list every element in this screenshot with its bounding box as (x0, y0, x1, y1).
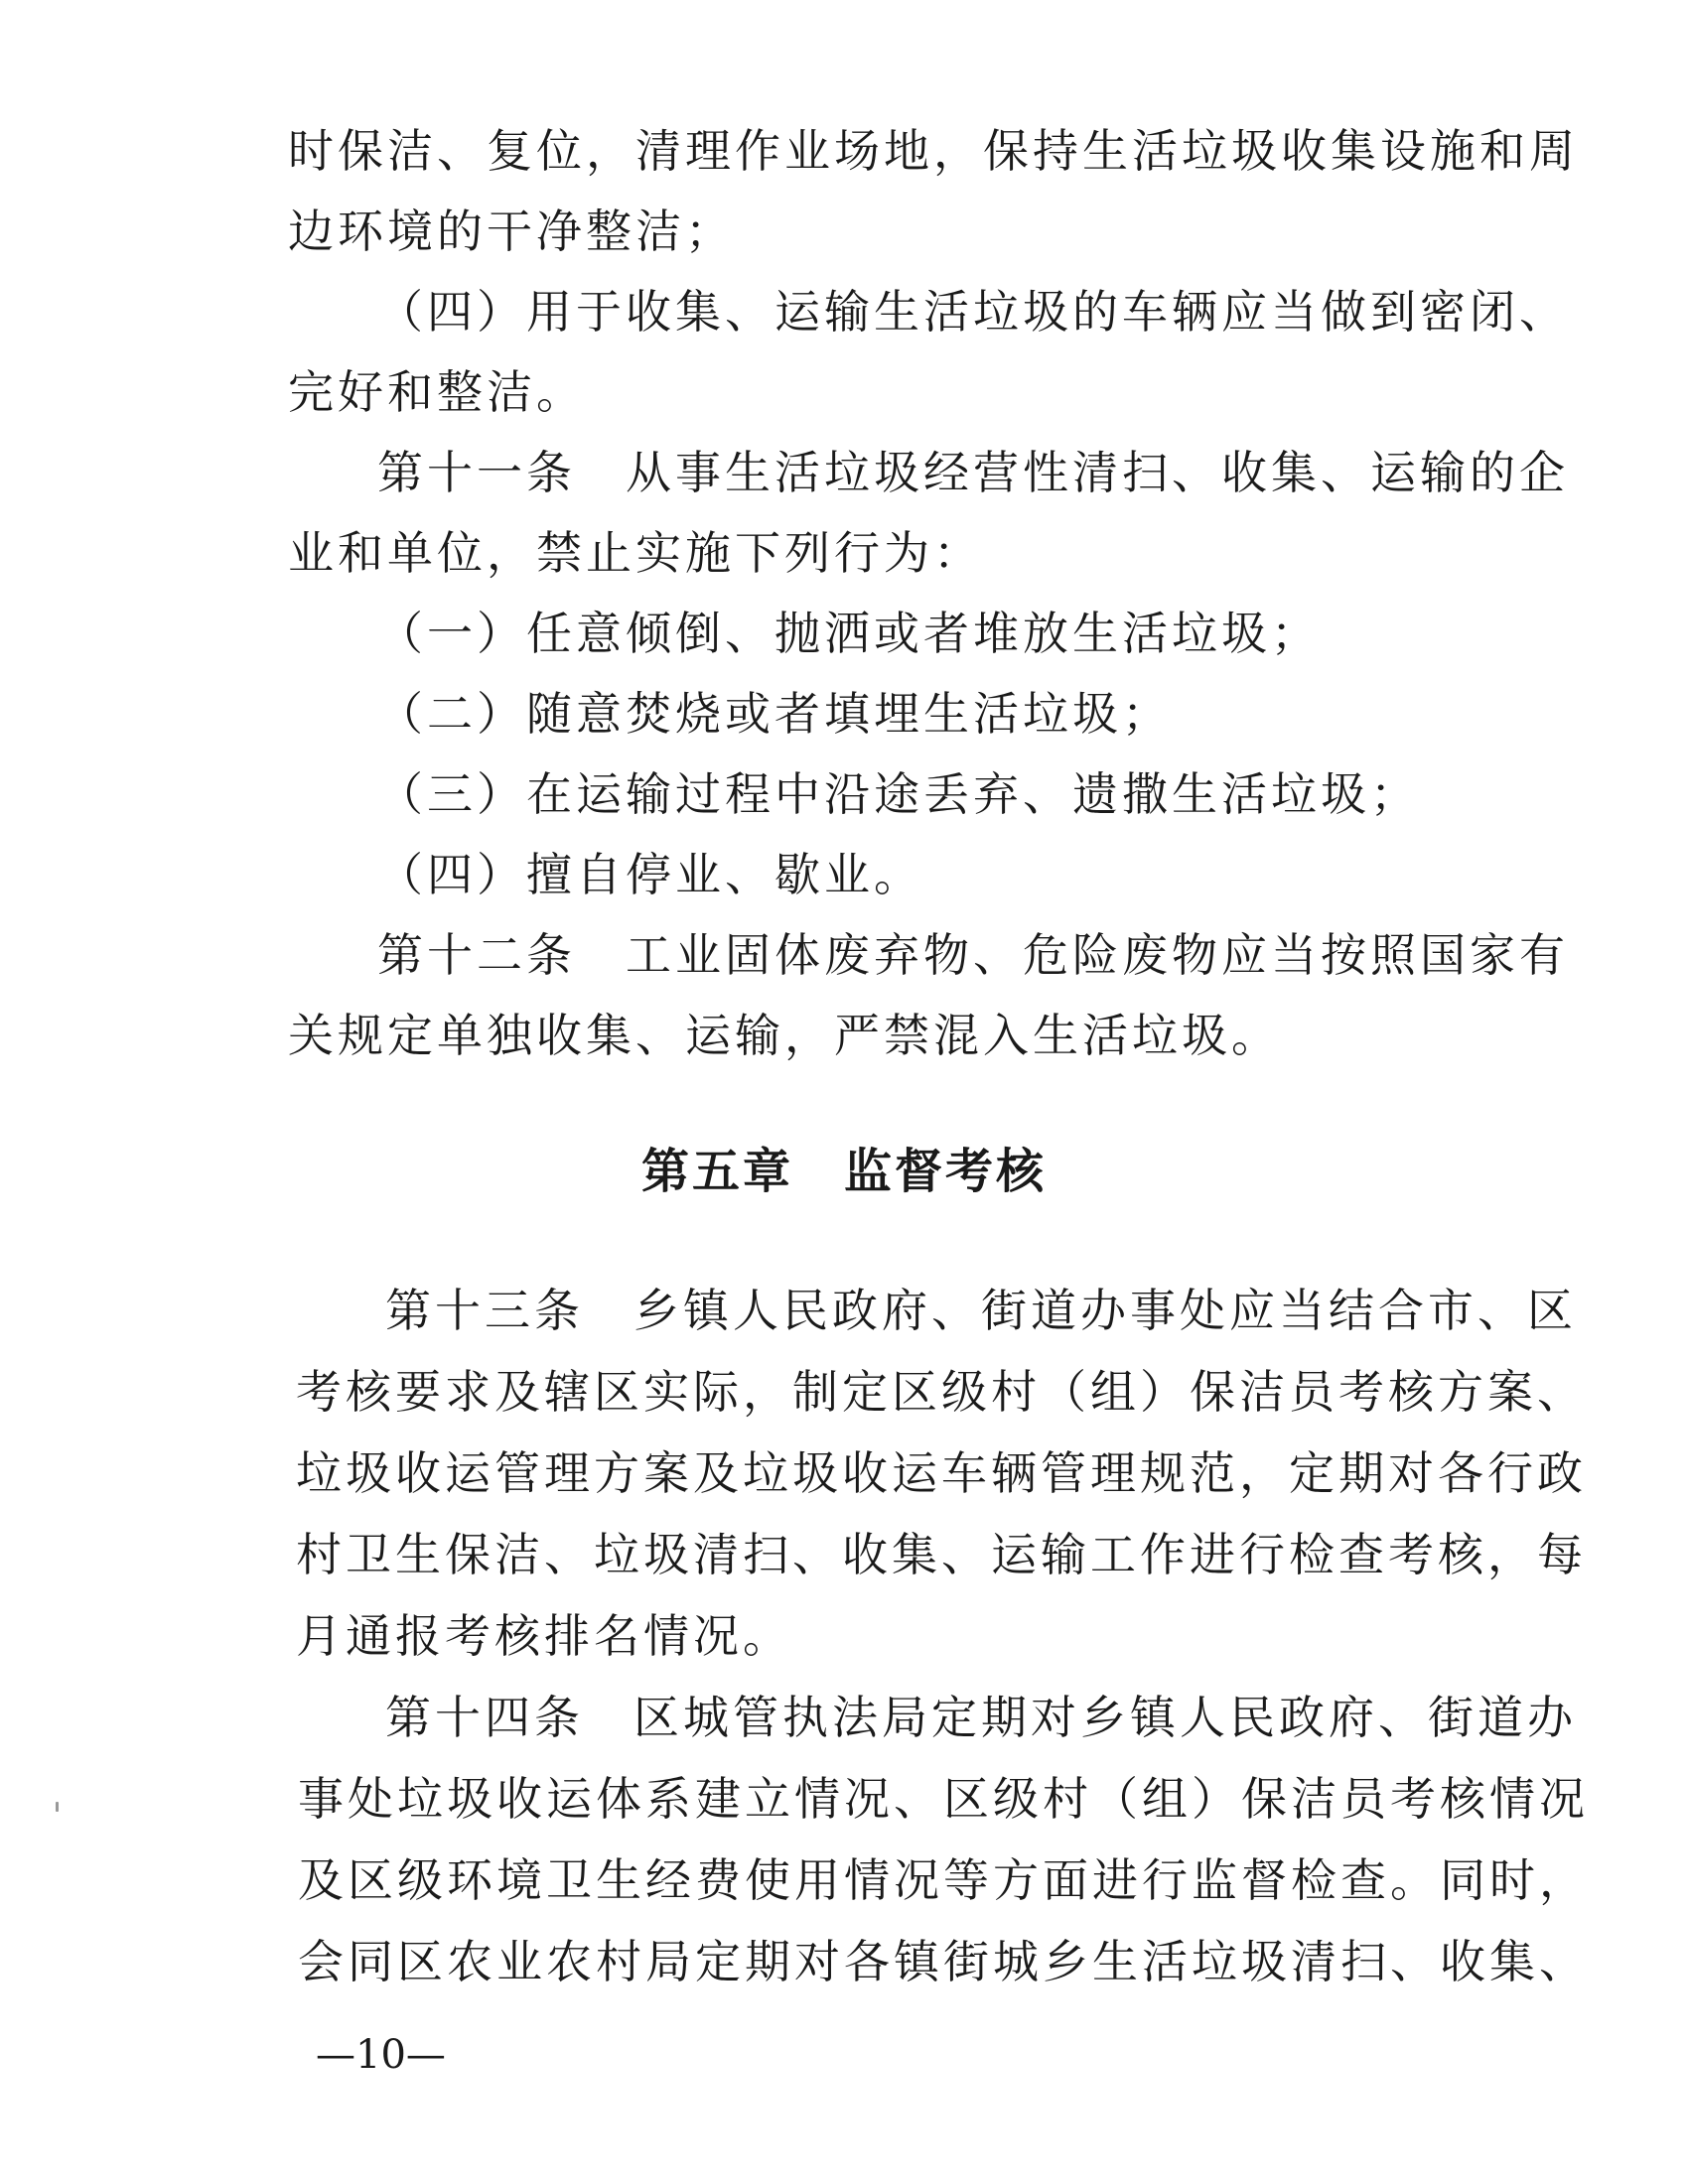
body-line: 垃圾收运管理方案及垃圾收运车辆管理规范，定期对各行政 (296, 1446, 1587, 1500)
body-line: 业和单位，禁止实施下列行为： (288, 526, 983, 580)
body-line: 边环境的干净整洁； (288, 205, 735, 258)
body-line: 会同区农业农村局定期对各镇街城乡生活垃圾清扫、收集、 (298, 1935, 1589, 1988)
body-line: 关规定单独收集、运输，严禁混入生活垃圾。 (288, 1009, 1281, 1062)
article-12-line: 第十二条 工业固体废弃物、危险废物应当按照国家有 (377, 928, 1569, 982)
body-line: 事处垃圾收运体系建立情况、区级村（组）保洁员考核情况 (298, 1772, 1589, 1826)
body-line: 考核要求及辖区实际，制定区级村（组）保洁员考核方案、 (296, 1365, 1587, 1419)
page-number: —10— (316, 2032, 446, 2078)
scan-speck (56, 1802, 59, 1812)
article-13-line: 第十三条 乡镇人民政府、街道办事处应当结合市、区 (385, 1284, 1577, 1337)
list-item: （二）随意焚烧或者填埋生活垃圾； (377, 687, 1172, 741)
article-14-line: 第十四条 区城管执法局定期对乡镇人民政府、街道办 (385, 1691, 1577, 1744)
body-line: 完好和整洁。 (288, 365, 586, 419)
list-item: （三）在运输过程中沿途丢弃、遗撒生活垃圾； (377, 767, 1420, 821)
body-line: 月通报考核排名情况。 (296, 1609, 792, 1663)
body-line: 村卫生保洁、垃圾清扫、收集、运输工作进行检查考核，每 (296, 1528, 1587, 1581)
article-11-line: 第十一条 从事生活垃圾经营性清扫、收集、运输的企 (377, 446, 1569, 499)
list-item: （一）任意倾倒、抛洒或者堆放生活垃圾； (377, 607, 1321, 660)
list-item: （四）擅自停业、歇业。 (377, 848, 923, 901)
body-line: 时保洁、复位，清理作业场地，保持生活垃圾收集设施和周 (288, 124, 1579, 178)
body-line: 及区级环境卫生经费使用情况等方面进行监督检查。同时， (298, 1853, 1589, 1907)
body-line: （四）用于收集、运输生活垃圾的车辆应当做到密闭、 (377, 285, 1569, 339)
chapter-heading: 第五章 监督考核 (640, 1144, 1047, 1199)
